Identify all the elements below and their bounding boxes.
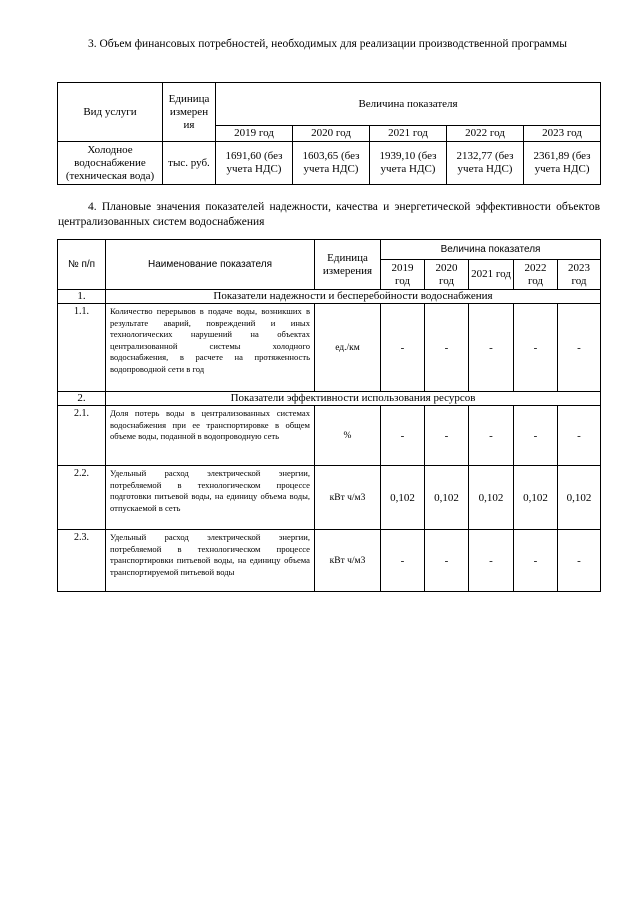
- indicators-table: [57, 239, 601, 592]
- value-cell: -: [469, 406, 514, 466]
- group-num: 1.: [58, 290, 106, 304]
- header-year: 2020 год: [293, 126, 370, 142]
- header-value: Величина показателя: [381, 240, 601, 260]
- section4-heading: 4. Плановые значения показателей надежности, качества и энергетической эффективности объектов централизованных систем водоснабжения: [58, 201, 600, 228]
- unit-cell: %: [315, 406, 381, 466]
- indicator-name: Количество перерывов в подаче воды, возникших в результате аварий, повреждений и иных технологических нарушений на объектах централизованной системы холодного водоснабжения, в расчете на протяженность водопроводной сети в год: [106, 304, 315, 392]
- group-title: Показатели надежности и бесперебойности водоснабжения: [106, 290, 601, 304]
- row-num: 2.1.: [58, 406, 106, 466]
- section3-heading: 3. Объем финансовых потребностей, необходимых для реализации производственной программы: [88, 38, 567, 50]
- value-cell: 2132,77 (без учета НДС): [447, 142, 524, 185]
- value-cell: -: [469, 530, 514, 592]
- header-year: 2023 год: [558, 260, 601, 290]
- group-num: 2.: [58, 392, 106, 406]
- header-year: 2019 год: [381, 260, 425, 290]
- value-cell: 0,102: [558, 466, 601, 530]
- value-cell: 1603,65 (без учета НДС): [293, 142, 370, 185]
- row-num: 2.3.: [58, 530, 106, 592]
- row-num: 1.1.: [58, 304, 106, 392]
- value-cell: -: [381, 304, 425, 392]
- header-value: Величина показателя: [216, 83, 601, 126]
- table-row: [58, 406, 601, 466]
- group-row: [58, 290, 601, 304]
- unit-cell: тыс. руб.: [163, 142, 216, 185]
- group-title: Показатели эффективности использования ресурсов: [106, 392, 601, 406]
- value-cell: 0,102: [469, 466, 514, 530]
- indicator-name: Удельный расход электрической энергии, потребляемой в технологическом процессе транспортировки питьевой воды, на единицу объема транспортируемой питьевой воды: [106, 530, 315, 592]
- header-num: № п/п: [58, 240, 106, 290]
- header-year: 2021 год: [370, 126, 447, 142]
- row-num: 2.2.: [58, 466, 106, 530]
- header-unit: Единица измерен ия: [163, 83, 216, 142]
- value-cell: 0,102: [381, 466, 425, 530]
- indicator-name: Доля потерь воды в централизованных системах водоснабжения при ее транспортировке в общем объеме воды, поданной в водопроводную сеть: [106, 406, 315, 466]
- unit-cell: кВт ч/м3: [315, 466, 381, 530]
- value-cell: 0,102: [514, 466, 558, 530]
- header-year: 2023 год: [524, 126, 601, 142]
- group-row: [58, 392, 601, 406]
- value-cell: -: [558, 530, 601, 592]
- header-unit: Единица измерения: [315, 240, 381, 290]
- indicator-name: Удельный расход электрической энергии, потребляемой в технологическом процессе подготовки питьевой воды, на единицу объема воды, отпускаемой в сеть: [106, 466, 315, 530]
- header-year: 2022 год: [514, 260, 558, 290]
- table-row: [58, 142, 601, 185]
- value-cell: -: [381, 406, 425, 466]
- value-cell: 1939,10 (без учета НДС): [370, 142, 447, 185]
- value-cell: -: [558, 406, 601, 466]
- value-cell: 1691,60 (без учета НДС): [216, 142, 293, 185]
- value-cell: -: [425, 406, 469, 466]
- service-cell: Холодное водоснабжение (техническая вода): [58, 142, 163, 185]
- value-cell: -: [425, 530, 469, 592]
- unit-cell: кВт ч/м3: [315, 530, 381, 592]
- value-cell: -: [558, 304, 601, 392]
- header-service-type: Вид услуги: [58, 83, 163, 142]
- value-cell: 2361,89 (без учета НДС): [524, 142, 601, 185]
- financial-needs-table: [57, 82, 601, 185]
- header-indicator-name: Наименование показателя: [106, 240, 315, 290]
- header-year: 2021 год: [469, 260, 514, 290]
- value-cell: -: [469, 304, 514, 392]
- value-cell: -: [381, 530, 425, 592]
- table-row: [58, 304, 601, 392]
- value-cell: -: [425, 304, 469, 392]
- value-cell: -: [514, 406, 558, 466]
- table-row: [58, 530, 601, 592]
- value-cell: -: [514, 530, 558, 592]
- table-row: [58, 466, 601, 530]
- header-year: 2022 год: [447, 126, 524, 142]
- value-cell: -: [514, 304, 558, 392]
- unit-cell: ед./км: [315, 304, 381, 392]
- header-year: 2020 год: [425, 260, 469, 290]
- value-cell: 0,102: [425, 466, 469, 530]
- header-year: 2019 год: [216, 126, 293, 142]
